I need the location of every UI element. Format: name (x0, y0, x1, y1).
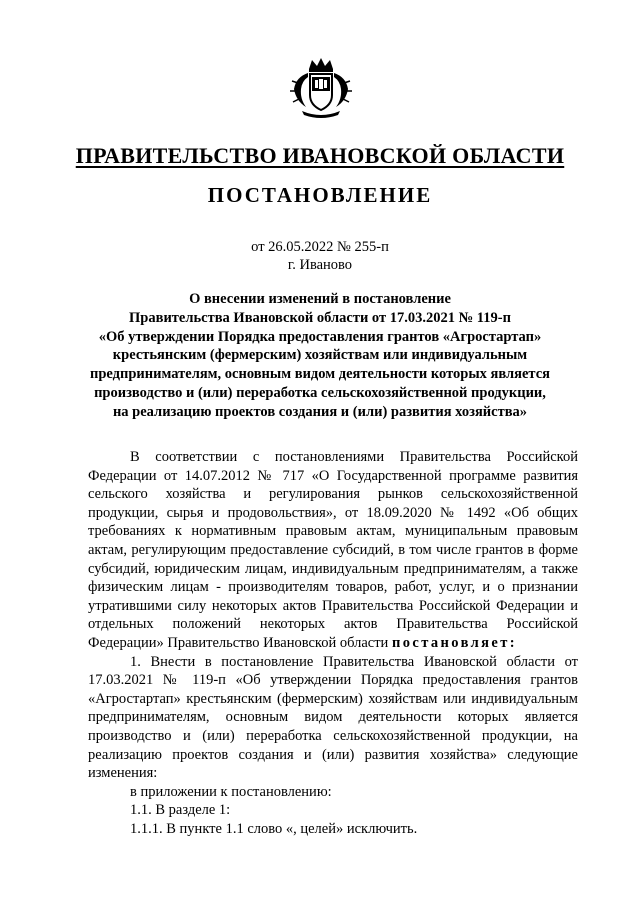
document-body (88, 448, 578, 838)
section-line: 1.1. В разделе 1: (130, 802, 231, 819)
document-subject (70, 290, 570, 422)
subject-line: «Об утверждении Порядка предоставления грантов «Агростартап» (98, 328, 542, 345)
resolves-keyword: постановляет: (391, 634, 517, 651)
subject-line: Правительства Ивановской области от 17.03.2021 № 119-п (129, 309, 511, 326)
subject-line: производство и (или) переработка сельскохозяйственной продукции, (94, 384, 546, 401)
subject-line: О внесении изменений в постановление (189, 291, 451, 307)
coat-of-arms-icon (288, 55, 354, 121)
item-1-paragraph: 1. Внести в постановление Правительства Ивановской области от 17.03.2021 № 119-п «Об утверждении Порядка предоставления грантов «Агростартап» крестьянским (фермерским) хозяйствам или индивидуальным предпринимателям, основным видом деятельности которых является производство и (или) переработка сельскохозяйственной продукции, на реализацию проектов создания и (или) развития хозяйства» следующие изменения: (88, 653, 578, 782)
subject-line: на реализацию проектов создания и (или) развития хозяйства» (112, 403, 528, 420)
document-type: ПОСТАНОВЛЕНИЕ (207, 183, 433, 207)
preamble-text: В соответствии с постановлениями Правительства Российской Федерации от 14.07.2012 № 717 «О Государственной программе развития сельского хозяйства и регулирования рынков сельскохозяйственной продукции, сырья и продовольствия», от 18.09.2020 № 1492 «Об общих требованиях к нормативным правовым актам, муниципальным правовым актам, регулирующим предоставление субсидий, в том числе грантов в форме субсидий, юридическим лицам, индивидуальным предпринимателям, а также физическим лицам - производителям товаров, работ, услуг, и о признании утратившими силу некоторых актов Правительства Российской Федерации и отдельных положений некоторых актов Правительства Российской Федерации» Правительство Ивановской области (88, 449, 578, 651)
document-meta (0, 238, 640, 274)
government-title: ПРАВИТЕЛЬСТВО ИВАНОВСКОЙ ОБЛАСТИ (75, 143, 565, 168)
city: г. Иваново (287, 257, 353, 273)
appendix-line: в приложении к постановлению: (130, 783, 332, 800)
point-line: 1.1.1. В пункте 1.1 слово «, целей» исключить. (130, 820, 418, 837)
preamble-paragraph (88, 448, 578, 653)
subject-line: предпринимателям, основным видом деятельности которых является (90, 366, 550, 383)
subject-line: крестьянским (фермерским) хозяйствам или индивидуальным (112, 347, 528, 364)
date-number: от 26.05.2022 № 255-п (251, 239, 389, 255)
